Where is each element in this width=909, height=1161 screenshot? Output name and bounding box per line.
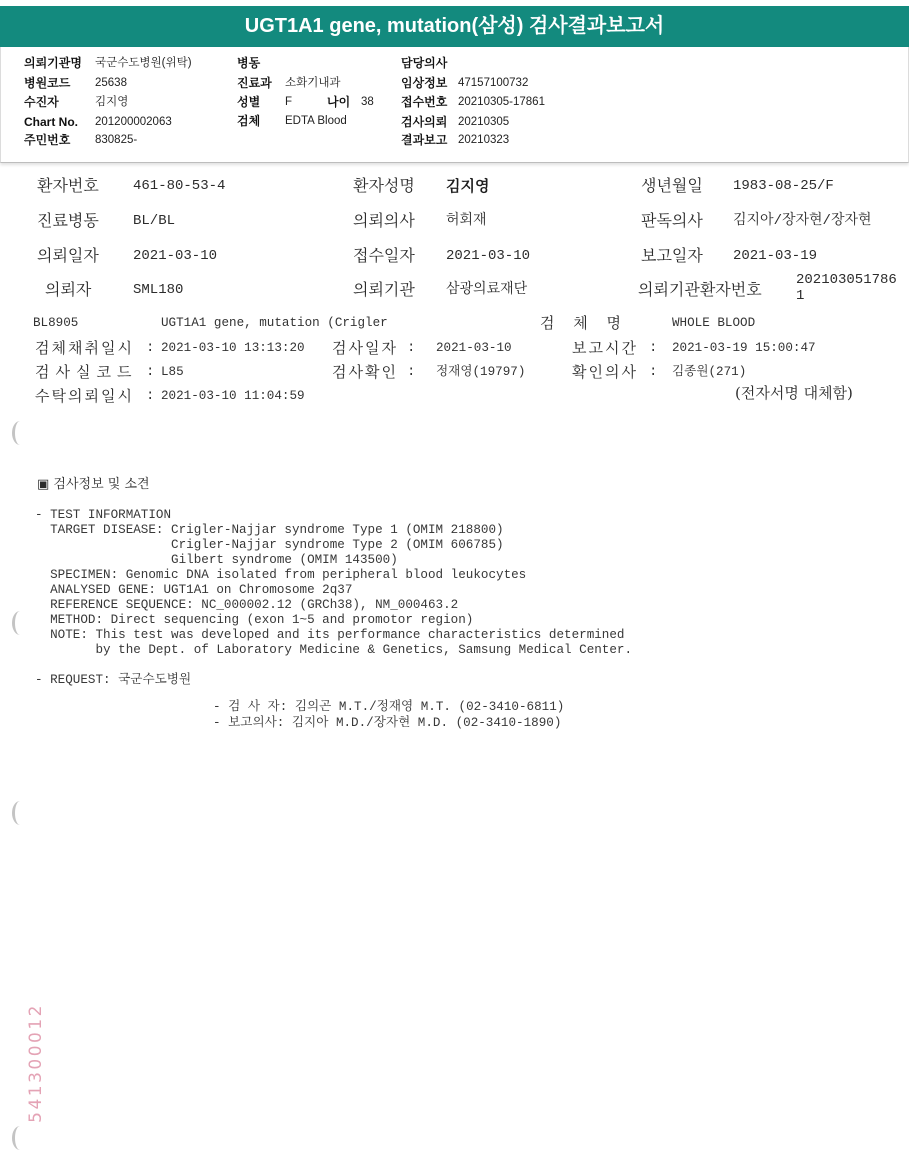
receipt-no-label: 접수번호 bbox=[401, 95, 448, 109]
result-report-label: 결과보고 bbox=[401, 133, 448, 147]
hole-punch-mark bbox=[12, 421, 28, 445]
age-value: 38 bbox=[361, 96, 374, 108]
attending-doctor-label: 담당의사 bbox=[401, 56, 448, 70]
referring-doctor-label: 의뢰의사 bbox=[353, 211, 415, 230]
birth-date-label: 생년월일 bbox=[641, 176, 703, 195]
hole-punch-mark bbox=[12, 801, 28, 825]
side-document-number: 541300012 bbox=[26, 1003, 46, 1123]
specimen-value: EDTA Blood bbox=[285, 115, 347, 127]
consigned-value: 2021-03-10 11:04:59 bbox=[161, 389, 305, 403]
requester-label: 의뢰자 bbox=[45, 280, 92, 299]
receipt-date-value: 2021-03-10 bbox=[446, 248, 531, 264]
collected-label: 검체채취일시 bbox=[35, 339, 134, 357]
referring-doctor-value: 허회재 bbox=[446, 213, 487, 229]
reading-doctor-value: 김지아/장자현/장자현 bbox=[733, 213, 872, 229]
request-line: - REQUEST: 국군수도병원 bbox=[35, 673, 192, 687]
title-bar bbox=[0, 6, 909, 47]
rrn-label: 주민번호 bbox=[24, 133, 71, 147]
institution-value: 국군수도병원(위탁) bbox=[95, 57, 192, 69]
chart-no-value: 201200002063 bbox=[95, 116, 172, 128]
lab-code-label: 검사실코드 bbox=[35, 363, 138, 381]
signature-note: (전자서명 대체함) bbox=[735, 384, 853, 402]
separator: : bbox=[649, 340, 658, 356]
hole-punch-mark bbox=[12, 1126, 28, 1150]
test-request-label: 검사의뢰 bbox=[401, 115, 448, 129]
findings-line: TARGET DISEASE: Crigler-Najjar syndrome Type 1 (OMIM 218800) bbox=[35, 523, 504, 537]
separator: : bbox=[146, 388, 155, 404]
specimen-name-label: 검 체 명 bbox=[540, 314, 622, 332]
ward-row-value: BL/BL bbox=[133, 213, 176, 229]
clinical-info-label: 임상정보 bbox=[401, 76, 448, 90]
report-date-value: 2021-03-19 bbox=[733, 248, 818, 264]
report-title: UGT1A1 gene, mutation(삼성) 검사결과보고서 bbox=[244, 15, 665, 37]
collected-value: 2021-03-10 13:13:20 bbox=[161, 341, 305, 355]
birth-date-value: 1983-08-25/F bbox=[733, 178, 834, 194]
findings-line: - TEST INFORMATION bbox=[35, 508, 172, 522]
receipt-no-value: 20210305-17861 bbox=[458, 96, 545, 108]
lab-code-value: L85 bbox=[161, 365, 184, 379]
specimen-name-value: WHOLE BLOOD bbox=[672, 316, 756, 330]
result-report-value: 20210323 bbox=[458, 134, 510, 146]
request-date-value: 2021-03-10 bbox=[133, 248, 218, 264]
hospital-code-value: 25638 bbox=[95, 77, 127, 89]
verified-by-value: 정재영(19797) bbox=[436, 365, 526, 379]
institution-label: 의뢰기관명 bbox=[24, 56, 82, 70]
report-date-label: 보고일자 bbox=[641, 246, 703, 265]
test-date-value: 2021-03-10 bbox=[436, 341, 512, 355]
department-label: 진료과 bbox=[237, 76, 272, 90]
findings-heading: ▣ 검사정보 및 소견 bbox=[37, 477, 150, 492]
chart-no-label: Chart No. bbox=[24, 115, 78, 129]
institution-patient-no-value: 2021030517861 bbox=[796, 272, 897, 304]
findings-line: NOTE: This test was developed and its performance characteristics determined bbox=[35, 628, 625, 642]
report-time-value: 2021-03-19 15:00:47 bbox=[672, 341, 816, 355]
institution-patient-no-label: 의뢰기관환자번호 bbox=[638, 280, 762, 299]
sex-value: F bbox=[285, 96, 293, 108]
ward-label: 병동 bbox=[237, 56, 261, 70]
separator: : bbox=[146, 340, 155, 356]
age-label: 나이 bbox=[327, 95, 351, 109]
sex-label: 성별 bbox=[237, 95, 261, 109]
test-code: BL8905 bbox=[33, 316, 79, 330]
findings-line: by the Dept. of Laboratory Medicine & Genetics, Samsung Medical Center. bbox=[35, 643, 633, 657]
findings-line: Gilbert syndrome (OMIM 143500) bbox=[35, 553, 398, 567]
findings-line: METHOD: Direct sequencing (exon 1~5 and promotor region) bbox=[35, 613, 474, 627]
separator: : bbox=[407, 364, 416, 380]
test-request-value: 20210305 bbox=[458, 116, 510, 128]
specimen-label: 검체 bbox=[237, 114, 261, 128]
patient-no-value: 461-80-53-4 bbox=[133, 178, 226, 194]
reading-doctor-label: 판독의사 bbox=[641, 211, 703, 230]
separator: : bbox=[649, 364, 658, 380]
reporter-line: - 보고의사: 김지아 M.D./장자현 M.D. (02-3410-1890) bbox=[213, 716, 562, 730]
clinical-info-value: 47157100732 bbox=[458, 77, 529, 89]
patient-label: 수진자 bbox=[24, 95, 59, 109]
test-name: UGT1A1 gene, mutation (Crigler bbox=[161, 316, 388, 330]
ward-row-label: 진료병동 bbox=[37, 211, 99, 230]
requester-value: SML180 bbox=[133, 282, 184, 298]
findings-line: ANALYSED GENE: UGT1A1 on Chromosome 2q37 bbox=[35, 583, 353, 597]
receipt-date-label: 접수일자 bbox=[353, 246, 415, 265]
consigned-label: 수탁의뢰일시 bbox=[35, 387, 134, 405]
patient-name-value: 김지영 bbox=[446, 177, 490, 195]
patient-value: 김지영 bbox=[95, 96, 129, 108]
verified-by-label: 검사확인 bbox=[332, 363, 398, 381]
patient-name-label: 환자성명 bbox=[353, 176, 415, 195]
request-date-label: 의뢰일자 bbox=[37, 246, 99, 265]
patient-no-label: 환자번호 bbox=[37, 176, 99, 195]
hole-punch-mark bbox=[12, 611, 28, 635]
findings-line: Crigler-Najjar syndrome Type 2 (OMIM 606785) bbox=[35, 538, 504, 552]
confirming-doctor-label: 확인의사 bbox=[572, 363, 638, 381]
referring-institution-value: 삼광의료재단 bbox=[446, 282, 528, 298]
rrn-value: 830825- bbox=[95, 134, 138, 146]
separator: : bbox=[146, 364, 155, 380]
findings-line: REFERENCE SEQUENCE: NC_000002.12 (GRCh38), NM_000463.2 bbox=[35, 598, 459, 612]
referring-institution-label: 의뢰기관 bbox=[353, 280, 415, 299]
test-date-label: 검사일자 bbox=[332, 339, 398, 357]
report-time-label: 보고시간 bbox=[572, 339, 638, 357]
hospital-code-label: 병원코드 bbox=[24, 76, 71, 90]
confirming-doctor-value: 김종원(271) bbox=[672, 365, 747, 379]
separator: : bbox=[407, 340, 416, 356]
findings-line: SPECIMEN: Genomic DNA isolated from peripheral blood leukocytes bbox=[35, 568, 527, 582]
tester-line: - 검 사 자: 김의곤 M.T./정재영 M.T. (02-3410-6811) bbox=[213, 700, 565, 714]
department-value: 소화기내과 bbox=[285, 77, 341, 89]
